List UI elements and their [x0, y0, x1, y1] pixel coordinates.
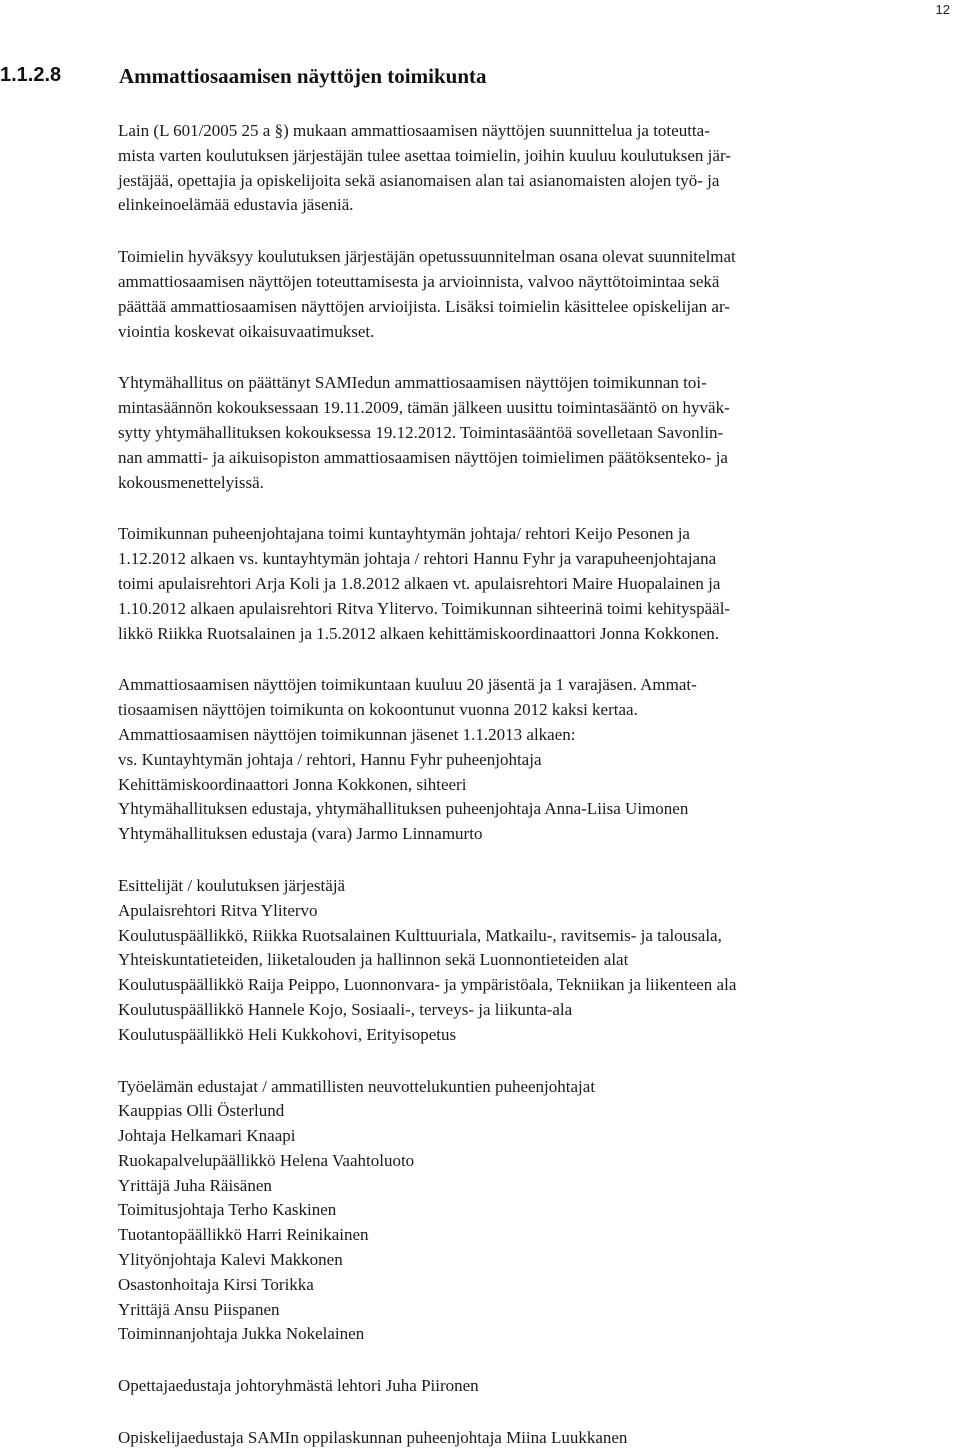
list-presenters [118, 874, 908, 1048]
paragraph-legal-basis [118, 119, 908, 218]
list-item: Toiminnanjohtaja Jukka Nokelainen [118, 1324, 365, 1344]
list-item: Opettajaedustaja johtoryhmästä lehtori Juha Piironen [118, 1376, 479, 1396]
list-item: Yrittäjä Ansu Piispanen [118, 1299, 280, 1319]
list-item: Apulaisrehtori Ritva Ylitervo [118, 900, 318, 920]
text-line: mista varten koulutuksen järjestäjän tulee asettaa toimielin, joihin kuuluu koulutuksen jär- [118, 145, 731, 165]
list-item: Ylityönjohtaja Kalevi Makkonen [118, 1250, 343, 1270]
text-line: jestäjää, opettajia ja opiskelijoita sekä asianomaisen alan tai asianomaisten alojen työ- ja [118, 170, 720, 190]
list-heading: Esittelijät / koulutuksen järjestäjä [118, 875, 346, 895]
list-item: Koulutuspäällikkö Raija Peippo, Luonnonvara- ja ympäristöala, Tekniikan ja liikenteen ala [118, 975, 737, 995]
paragraph-rules [118, 371, 908, 495]
list-item: Yrittäjä Juha Räisänen [118, 1175, 272, 1195]
list-heading: Työelämän edustajat / ammatillisten neuvottelukuntien puheenjohtajat [118, 1076, 596, 1096]
text-line: Ammattiosaamisen näyttöjen toimikunnan jäsenet 1.1.2013 alkaen: [118, 724, 576, 744]
list-item: vs. Kuntayhtymän johtaja / rehtori, Hannu Fyhr puheenjohtaja [118, 749, 542, 769]
list-item: Opiskelijaedustaja SAMIn oppilaskunnan puheenjohtaja Miina Luukkanen [118, 1428, 628, 1448]
text-line: mintasäännön kokouksessaan 19.11.2009, tämän jälkeen uusittu toimintasääntö on hyväk- [118, 398, 730, 418]
list-item: Kauppias Olli Österlund [118, 1101, 285, 1121]
list-worklife-representatives [118, 1075, 908, 1348]
text-line: päättää ammattiosaamisen näyttöjen arvioijista. Lisäksi toimielin käsittelee opiskelijan ar- [118, 296, 730, 316]
list-item: Yhtymähallituksen edustaja (vara) Jarmo Linnamurto [118, 824, 483, 844]
paragraph-duties [118, 245, 908, 344]
text-line: toimi apulaisrehtori Arja Koli ja 1.8.2012 alkaen vt. apulaisrehtori Maire Huopalainen ja [118, 573, 721, 593]
text-line: likkö Riikka Ruotsalainen ja 1.5.2012 alkaen kehittämiskoordinaattori Jonna Kokkonen. [118, 623, 720, 643]
section-title: Ammattiosaamisen näyttöjen toimikunta [119, 64, 487, 88]
student-representative [118, 1426, 908, 1451]
text-line: elinkeinoelämää edustavia jäseniä. [118, 195, 354, 215]
text-line: nan ammatti- ja aikuisopiston ammattiosaamisen näyttöjen toimielimen päätöksenteko- ja [118, 447, 728, 467]
text-line: Toimielin hyväksyy koulutuksen järjestäjän opetussuunnitelman osana olevat suunnitelmat [118, 247, 736, 267]
text-line: ammattiosaamisen näyttöjen toteuttamisesta ja arvioinnista, valvoo näyttötoimintaa sekä [118, 271, 720, 291]
document-body [118, 119, 908, 1451]
paragraph-chairs [118, 522, 908, 646]
text-line: 1.12.2012 alkaen vs. kuntayhtymän johtaja / rehtori Hannu Fyhr ja varapuheenjohtajana [118, 549, 717, 569]
list-item: Koulutuspäällikkö Heli Kukkohovi, Erityisopetus [118, 1024, 457, 1044]
list-item: Koulutuspäällikkö Hannele Kojo, Sosiaali-, terveys- ja liikunta-ala [118, 999, 573, 1019]
list-item: Osastonhoitaja Kirsi Torikka [118, 1274, 314, 1294]
text-line: sytty yhtymähallituksen kokouksessa 19.12.2012. Toimintasääntöä sovelletaan Savonlin- [118, 422, 724, 442]
text-line: 1.10.2012 alkaen apulaisrehtori Ritva Ylitervo. Toimikunnan sihteerinä toimi kehityspääl- [118, 598, 731, 618]
text-line: Ammattiosaamisen näyttöjen toimikuntaan kuuluu 20 jäsentä ja 1 varajäsen. Ammat- [118, 675, 697, 695]
text-line: kokousmenettelyissä. [118, 472, 264, 492]
list-item: Koulutuspäällikkö, Riikka Ruotsalainen Kulttuuriala, Matkailu-, ravitsemis- ja talousala, [118, 925, 722, 945]
list-item: Tuotantopäällikkö Harri Reinikainen [118, 1225, 369, 1245]
list-item: Toimitusjohtaja Terho Kaskinen [118, 1200, 337, 1220]
text-line: Lain (L 601/2005 25 a §) mukaan ammattiosaamisen näyttöjen suunnittelua ja toteutta- [118, 121, 710, 140]
list-item: Johtaja Helkamari Knaapi [118, 1126, 296, 1146]
list-item: Yhtymähallituksen edustaja, yhtymähallituksen puheenjohtaja Anna-Liisa Uimonen [118, 799, 689, 819]
paragraph-members [118, 673, 908, 847]
list-item: Kehittämiskoordinaattori Jonna Kokkonen, sihteeri [118, 774, 467, 794]
page-number: 12 [935, 2, 950, 17]
list-item: Ruokapalvelupäällikkö Helena Vaahtoluoto [118, 1150, 415, 1170]
text-line: Toimikunnan puheenjohtajana toimi kuntayhtymän johtaja/ rehtori Keijo Pesonen ja [118, 524, 690, 544]
text-line: viointia koskevat oikaisuvaatimukset. [118, 321, 375, 341]
section-number: 1.1.2.8 [0, 64, 62, 86]
text-line: Yhtymähallitus on päättänyt SAMIedun ammattiosaamisen näyttöjen toimikunnan toi- [118, 373, 707, 393]
list-item: Yhteiskuntatieteiden, liiketalouden ja hallinnon sekä Luonnontieteiden alat [118, 950, 629, 970]
text-line: tiosaamisen näyttöjen toimikunta on kokoontunut vuonna 2012 kaksi kertaa. [118, 700, 638, 720]
teacher-representative [118, 1374, 908, 1399]
